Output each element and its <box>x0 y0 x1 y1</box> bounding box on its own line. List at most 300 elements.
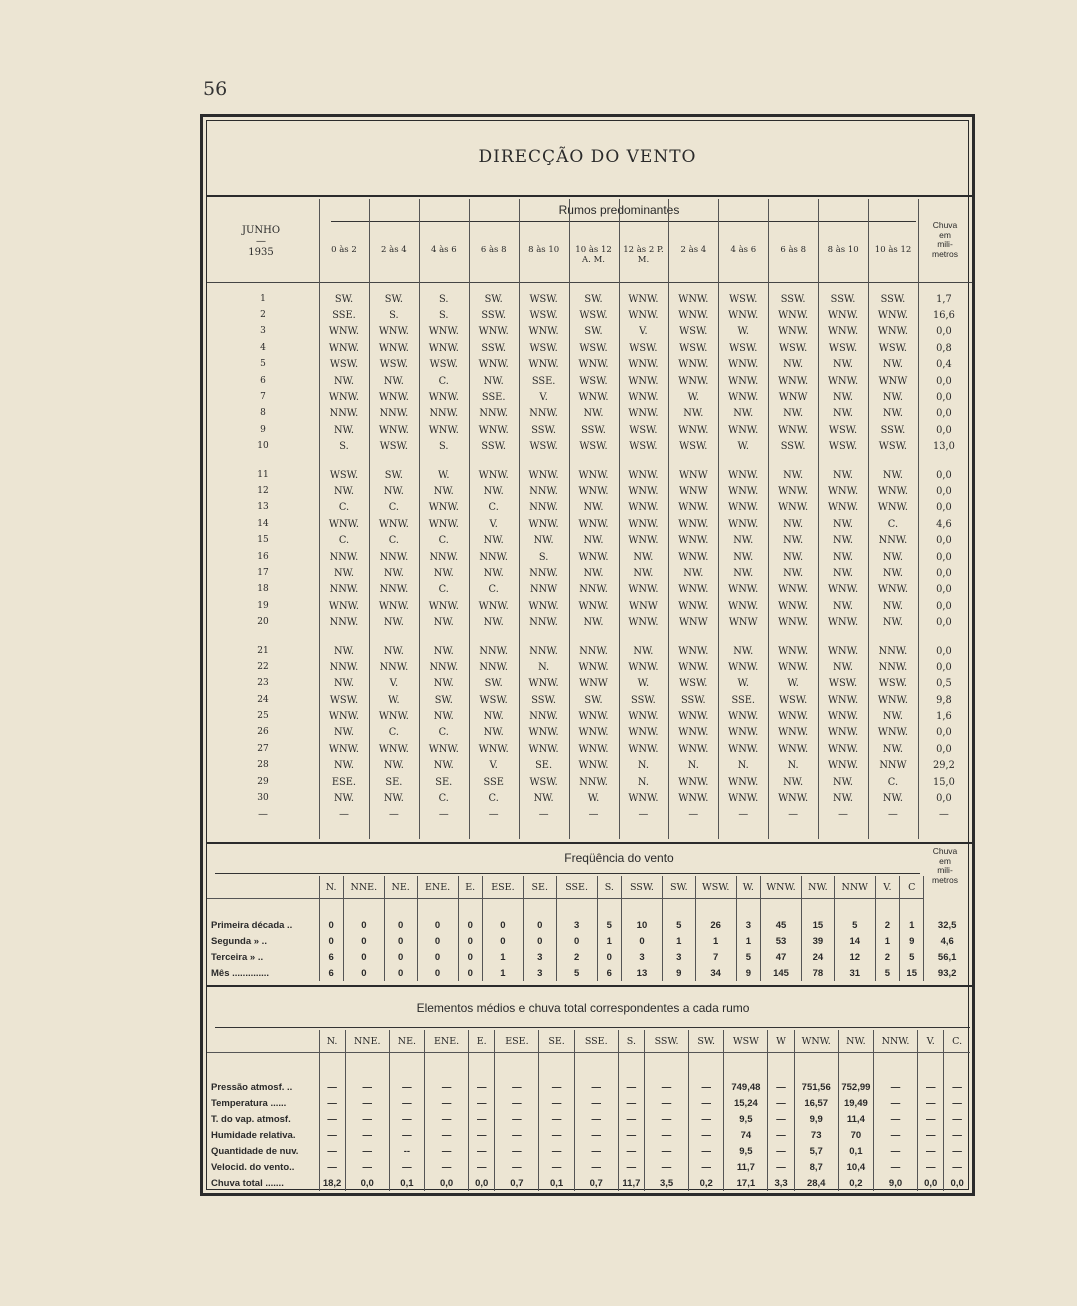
rain-cell: 0,0 <box>936 535 952 547</box>
table-row <box>207 1111 970 1127</box>
rain-cell: 0,0 <box>936 584 952 596</box>
wind-cell: WNW. <box>827 711 859 723</box>
wind-cell: WSW. <box>529 441 558 453</box>
wind-cell: NW. <box>882 743 903 755</box>
day-label: 10 <box>257 441 269 452</box>
rain-header-line: metros <box>932 248 958 259</box>
wind-cell: SSW. <box>780 293 806 305</box>
rain-cell: 9,8 <box>936 694 952 706</box>
wind-cell: WNW. <box>628 310 659 322</box>
wind-cell: NW. <box>683 567 704 579</box>
wind-cell: WNW. <box>378 342 409 354</box>
wind-cell: WNW. <box>628 584 659 596</box>
wind-cell: WNW. <box>628 518 659 530</box>
rain-cell: 0,0 <box>936 727 952 739</box>
wind-cell: NW. <box>833 469 854 481</box>
value-cell: — <box>574 1143 618 1159</box>
wind-cell: WNW. <box>478 469 509 481</box>
wind-cell: NNW. <box>479 661 508 673</box>
wind-cell: WSW. <box>579 441 608 453</box>
wind-cell: WNW. <box>628 375 659 387</box>
spacer-cell <box>924 899 970 918</box>
wind-cell: WNW. <box>628 408 659 420</box>
rain-header-line: em <box>939 855 951 866</box>
value-cell: 5 <box>662 917 695 933</box>
wind-cell: NW. <box>483 535 504 547</box>
wind-cell: WNW. <box>678 375 709 387</box>
wind-cell: WNW. <box>778 617 809 629</box>
wind-cell: WNW. <box>628 392 659 404</box>
wind-cell: WNW. <box>478 326 509 338</box>
wind-cell: WNW. <box>428 326 459 338</box>
wind-cell: W. <box>737 326 749 338</box>
wind-cell: WNW. <box>728 661 759 673</box>
wind-cell: WNW. <box>328 326 360 338</box>
spacer-cell <box>761 899 802 918</box>
value-cell: 5 <box>900 949 924 965</box>
year-label: 1935 <box>248 247 274 258</box>
value-cell: — <box>345 1143 389 1159</box>
direction-header: SSE. <box>556 876 597 899</box>
wind-cell: NNW. <box>529 485 558 497</box>
wind-cell: WNW. <box>328 711 360 723</box>
day-label: 19 <box>257 600 269 611</box>
spacer-cell <box>207 1053 319 1080</box>
wind-cell: WSW. <box>828 441 858 453</box>
rain-cell: 0,0 <box>936 469 952 481</box>
wind-cell: WNW. <box>877 485 908 497</box>
wind-cell: WNW. <box>778 424 809 436</box>
value-cell: — <box>495 1127 539 1143</box>
row-label: Chuva total ....... <box>207 1175 319 1191</box>
direction-header: NE. <box>384 876 417 899</box>
wind-cell: SSE. <box>531 375 556 387</box>
value-cell: 13 <box>621 965 662 981</box>
dash-cell: — <box>838 809 848 821</box>
table-row <box>207 1159 970 1175</box>
dash-cell: — <box>688 809 699 821</box>
wind-cell: WNW <box>579 678 608 690</box>
wind-cell: WNW. <box>678 551 709 563</box>
wind-cell: C. <box>438 727 449 739</box>
wind-cell: NW. <box>882 551 903 563</box>
wind-cell: WNW. <box>578 760 609 772</box>
rain-header-line: metros <box>932 874 958 885</box>
wind-cell: SSE. <box>332 310 356 322</box>
wind-cell: SSW. <box>581 424 606 436</box>
wind-cell: WNW. <box>528 678 559 690</box>
day-label: 27 <box>257 743 269 754</box>
value-cell: 0 <box>482 933 523 949</box>
wind-cell: WSW. <box>529 776 558 788</box>
rain-cell: 4,6 <box>936 518 952 530</box>
value-cell: 11,7 <box>618 1175 644 1191</box>
value-cell: — <box>952 1113 962 1125</box>
column-rule <box>668 199 669 839</box>
wind-cell: WNW. <box>778 310 809 322</box>
day-label: 20 <box>257 617 269 628</box>
dash-cell: — <box>339 809 349 821</box>
wind-cell: SSW. <box>481 441 507 453</box>
wind-cell: NW. <box>433 678 454 690</box>
wind-cell: WNW. <box>378 326 409 338</box>
value-cell: 7 <box>695 949 736 965</box>
wind-cell: NNW. <box>329 661 359 673</box>
wind-cell: SSW. <box>680 694 706 706</box>
value-cell: — <box>644 1111 688 1127</box>
wind-cell: NNW. <box>329 584 359 596</box>
wind-cell: W. <box>388 694 400 706</box>
wind-cell: W. <box>637 678 650 690</box>
wind-cell: NW. <box>333 485 354 497</box>
rain-cell: 16,6 <box>933 310 955 322</box>
wind-cell: NNW. <box>529 408 558 420</box>
rain-cell: 15,0 <box>933 776 955 788</box>
wind-cell: C. <box>887 776 899 788</box>
value-cell: — <box>618 1159 644 1175</box>
wind-cell: NNW. <box>878 645 908 657</box>
value-cell: 0 <box>417 965 458 981</box>
direction-header: ESE. <box>482 876 523 899</box>
wind-cell: WNW. <box>728 424 759 436</box>
month-dash: — <box>256 236 266 247</box>
wind-cell: WNW. <box>728 743 759 755</box>
wind-cell: NNW. <box>878 661 908 673</box>
wind-cell: WNW. <box>728 359 759 371</box>
value-cell: — <box>644 1143 688 1159</box>
value-cell: — <box>644 1159 688 1175</box>
wind-cell: NW. <box>333 375 354 387</box>
value-cell: 5 <box>834 917 875 933</box>
day-label: 11 <box>257 469 269 480</box>
wind-cell: NW. <box>683 408 704 420</box>
divider <box>207 195 972 197</box>
value-cell: — <box>873 1143 917 1159</box>
day-label: 21 <box>257 645 269 656</box>
table-row <box>207 467 970 483</box>
value-cell: 0 <box>417 933 458 949</box>
rain-column-header <box>920 221 970 259</box>
value-cell: 9,5 <box>724 1143 768 1159</box>
wind-cell: WNW. <box>877 694 908 706</box>
wind-cell: WNW. <box>678 359 709 371</box>
direction-header: V. <box>918 1030 944 1053</box>
value-cell: 0,2 <box>689 1175 724 1191</box>
wind-cell: WSW. <box>579 342 608 354</box>
section-caption-rumos: Rumos predominantes <box>558 203 680 217</box>
wind-cell: WSW. <box>379 441 408 453</box>
wind-cell: WNW. <box>478 424 509 436</box>
wind-cell: N. <box>637 760 649 772</box>
spacer-cell <box>523 899 556 918</box>
wind-cell: WSW. <box>629 424 658 436</box>
wind-cell: NW. <box>882 711 903 723</box>
value-cell: — <box>345 1127 389 1143</box>
gap-cell <box>207 455 970 467</box>
wind-cell: NNW. <box>379 408 409 420</box>
value-cell: 2 <box>875 917 899 933</box>
direction-header: W <box>768 1030 794 1053</box>
value-cell: 15 <box>802 917 835 933</box>
value-cell: — <box>539 1127 574 1143</box>
direction-header: SW. <box>662 876 695 899</box>
wind-cell: WNW. <box>827 617 859 629</box>
wind-cell: NNW. <box>429 551 459 563</box>
wind-cell: NW. <box>483 617 504 629</box>
wind-cell: WNW. <box>877 310 908 322</box>
value-cell: — <box>768 1095 794 1111</box>
wind-cell: NW. <box>833 776 854 788</box>
rain-cell: 13,0 <box>933 441 955 453</box>
row-label: Segunda » .. <box>207 933 319 949</box>
table-row <box>207 422 970 438</box>
rain-cell: 0,0 <box>936 793 952 805</box>
dash-cell: — <box>939 809 949 821</box>
rain-cell: 1,7 <box>936 293 952 305</box>
wind-cell: WNW. <box>428 392 459 404</box>
value-cell: — <box>389 1079 424 1095</box>
wind-cell: WNW. <box>628 293 659 305</box>
value-cell: 8,7 <box>794 1159 838 1175</box>
month-label: JUNHO <box>241 225 281 236</box>
day-label: 6 <box>260 375 266 386</box>
wind-direction-table-frame <box>200 114 975 1196</box>
day-label: 12 <box>257 485 269 496</box>
table-row <box>207 676 970 692</box>
wind-cell: WNW. <box>728 518 759 530</box>
value-cell: 34 <box>695 965 736 981</box>
value-cell: — <box>345 1159 389 1175</box>
wind-cell: C. <box>438 375 449 387</box>
column-rule <box>419 199 420 839</box>
wind-cell: WSW. <box>429 359 458 371</box>
wind-cell: NNW. <box>329 408 359 420</box>
column-rule <box>369 199 370 839</box>
hour-column-header: 6 às 8 <box>780 245 807 255</box>
value-cell: — <box>469 1111 495 1127</box>
wind-cell: C. <box>388 502 399 514</box>
wind-cell: WSW. <box>679 342 708 354</box>
wind-cell: WNW <box>778 392 808 404</box>
day-label: 18 <box>257 584 269 595</box>
value-cell: 11,4 <box>838 1111 873 1127</box>
rain-cell: 93,2 <box>937 967 957 979</box>
wind-cell: WNW. <box>578 485 609 497</box>
wind-cell: WNW. <box>728 375 759 387</box>
value-cell: — <box>469 1143 495 1159</box>
spacer-cell <box>873 1053 917 1080</box>
wind-cell: NW. <box>783 359 804 371</box>
value-cell: — <box>618 1095 644 1111</box>
day-label: 4 <box>260 342 266 353</box>
day-label: 17 <box>257 567 269 578</box>
wind-cell: NW. <box>333 793 354 805</box>
divider <box>207 985 972 987</box>
direction-header: SSE. <box>574 1030 618 1053</box>
direction-header: ENE. <box>417 876 458 899</box>
spacer-cell <box>736 899 760 918</box>
column-rule <box>569 199 570 839</box>
wind-cell: WNW. <box>478 600 509 612</box>
spacer-cell <box>689 1053 724 1080</box>
wind-cell: WNW. <box>578 469 609 481</box>
wind-cell: NNW. <box>529 711 558 723</box>
wind-cell: WNW. <box>628 535 659 547</box>
wind-cell: NW. <box>833 359 854 371</box>
value-cell: 5 <box>556 965 597 981</box>
wind-cell: NW. <box>483 727 504 739</box>
wind-cell: WNW. <box>877 502 908 514</box>
value-cell: 749,48 <box>724 1079 768 1095</box>
day-label: 26 <box>257 727 269 738</box>
spacer-cell <box>458 899 482 918</box>
page-number: 56 <box>203 78 228 100</box>
wind-cell: SE. <box>435 776 453 788</box>
spacer-cell <box>417 899 458 918</box>
direction-header: N. <box>319 876 343 899</box>
wind-cell: WNW. <box>728 392 759 404</box>
wind-cell: S. <box>389 310 399 322</box>
value-cell: — <box>319 1079 345 1095</box>
value-cell: 2 <box>875 949 899 965</box>
value-cell: — <box>618 1111 644 1127</box>
value-cell: 74 <box>724 1127 768 1143</box>
value-cell: — <box>319 1095 345 1111</box>
value-cell: 0 <box>384 933 417 949</box>
wind-cell: NW. <box>833 408 854 420</box>
table-row <box>207 643 970 659</box>
wind-cell: NW. <box>633 551 654 563</box>
value-cell: — <box>539 1111 574 1127</box>
value-cell: — <box>918 1079 944 1095</box>
value-cell: — <box>574 1159 618 1175</box>
rain-cell: 0,0 <box>936 326 952 338</box>
value-cell: 752,99 <box>838 1079 873 1095</box>
spacer-cell <box>768 1053 794 1080</box>
value-cell: — <box>574 1095 618 1111</box>
wind-cell: WSW. <box>579 310 608 322</box>
wind-cell: NW. <box>533 535 554 547</box>
wind-cell: NW. <box>433 567 454 579</box>
value-cell: 0,1 <box>389 1175 424 1191</box>
wind-cell: WNW. <box>778 743 809 755</box>
table-row <box>207 933 970 949</box>
value-cell: 2 <box>556 949 597 965</box>
wind-cell: SW. <box>584 694 603 706</box>
value-cell: 70 <box>838 1127 873 1143</box>
wind-cell: C. <box>338 535 350 547</box>
day-label: 9 <box>260 424 266 435</box>
wind-cell: WNW. <box>578 392 609 404</box>
rain-header-line: Chuva <box>932 220 958 230</box>
value-cell: — <box>873 1159 917 1175</box>
caption-brace <box>215 873 920 874</box>
value-cell: 9,5 <box>724 1111 768 1127</box>
table-row <box>207 774 970 790</box>
wind-cell: WNW. <box>328 600 360 612</box>
wind-cell: SSW. <box>880 424 906 436</box>
wind-cell: WNW. <box>728 776 759 788</box>
spacer-cell <box>384 899 417 918</box>
wind-cell: WNW. <box>827 645 859 657</box>
wind-cell: NW. <box>383 375 404 387</box>
rain-header-line: mili- <box>937 865 953 875</box>
wind-cell: WNW. <box>778 645 809 657</box>
spacer-cell <box>343 899 384 918</box>
wind-cell: S. <box>538 551 549 563</box>
value-cell: 3,5 <box>644 1175 688 1191</box>
wind-cell: W. <box>737 678 749 690</box>
column-rule <box>818 199 819 839</box>
table-row <box>207 439 970 455</box>
wind-cell: WNW. <box>728 711 759 723</box>
wind-cell: WNW. <box>827 760 859 772</box>
spacer-cell <box>469 1053 495 1080</box>
wind-cell: WNW. <box>678 645 709 657</box>
wind-cell: NW. <box>733 535 754 547</box>
row-label: Humidade relativa. <box>207 1127 319 1143</box>
value-cell: 0 <box>384 965 417 981</box>
wind-cell: N. <box>787 760 799 772</box>
value-cell: 0,1 <box>838 1143 873 1159</box>
wind-cell: WNW. <box>328 342 360 354</box>
value-cell: 1 <box>597 933 621 949</box>
dash-cell: — <box>538 809 549 821</box>
wind-cell: WNW <box>629 600 658 612</box>
wind-cell: WNW. <box>528 600 559 612</box>
wind-cell: NNW <box>529 584 558 596</box>
value-cell: 5 <box>736 949 760 965</box>
day-label: 14 <box>257 518 269 529</box>
wind-cell: NW. <box>833 600 854 612</box>
table-row <box>207 1175 970 1191</box>
spacer-cell <box>838 1053 873 1080</box>
frequency-table <box>207 876 970 981</box>
value-cell: — <box>574 1111 618 1127</box>
wind-cell: SW. <box>384 469 403 481</box>
elements-table <box>207 1030 970 1191</box>
value-cell: — <box>689 1143 724 1159</box>
table-row <box>207 483 970 499</box>
wind-cell: NW. <box>783 535 804 547</box>
wind-cell: NW. <box>882 567 903 579</box>
wind-cell: WNW. <box>578 711 609 723</box>
wind-cell: WNW. <box>728 469 759 481</box>
value-cell: 0 <box>417 949 458 965</box>
value-cell: 0 <box>523 933 556 949</box>
wind-cell: WNW. <box>378 518 409 530</box>
value-cell: — <box>644 1127 688 1143</box>
value-cell: — <box>319 1143 345 1159</box>
wind-cell: NW. <box>733 567 754 579</box>
wind-cell: NW. <box>333 760 354 772</box>
value-cell: 1 <box>875 933 899 949</box>
value-cell: — <box>873 1127 917 1143</box>
value-cell: 3,3 <box>768 1175 794 1191</box>
direction-header: E. <box>458 876 482 899</box>
wind-cell: WNW <box>678 469 708 481</box>
wind-cell: SW. <box>484 678 503 690</box>
wind-cell: NNW. <box>579 584 608 596</box>
table-row <box>207 917 970 933</box>
wind-cell: WNW. <box>328 518 360 530</box>
value-cell: — <box>618 1143 644 1159</box>
wind-cell: WNW. <box>578 661 609 673</box>
wind-cell: W. <box>587 793 600 805</box>
table-row <box>207 725 970 741</box>
table-row <box>207 500 970 516</box>
table-row <box>207 598 970 614</box>
